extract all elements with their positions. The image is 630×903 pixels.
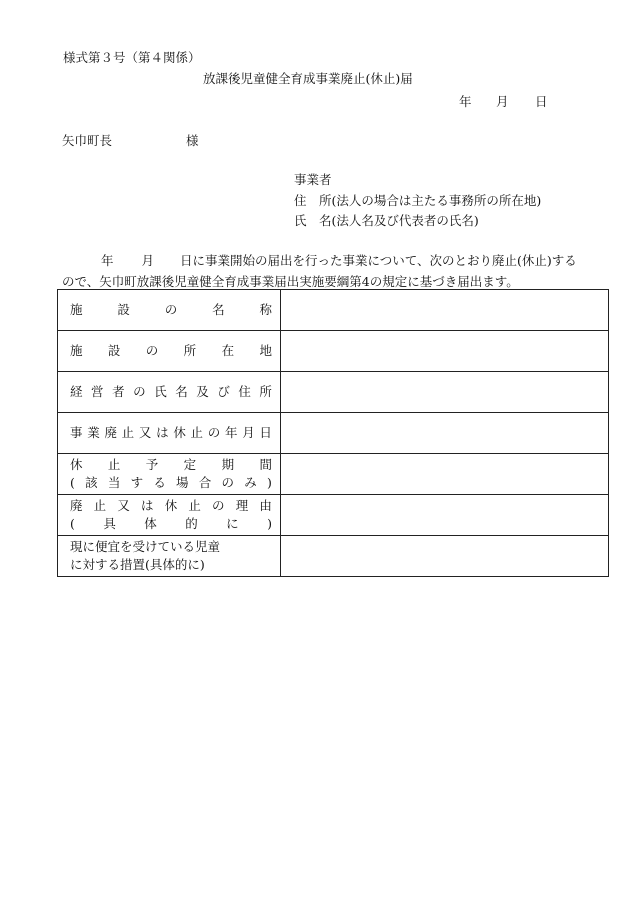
row-label-line: 経 営 者 の 氏 名 及 び 住 所: [70, 384, 272, 399]
row-label-line: 施 設 の 名 称: [70, 302, 272, 317]
table-row: [58, 290, 609, 331]
row-label-suspension-period: [58, 454, 281, 495]
body-line-2: ので、矢巾町放課後児童健全育成事業届出実施要綱第4の規定に基づき届出ます。: [62, 274, 519, 289]
row-value-facility-location[interactable]: [281, 331, 609, 372]
body-line-1-text: 日に事業開始の届出を行った事業について、次のとおり廃止(休止)する: [180, 253, 577, 268]
row-label-line: ( 具 体 的 に ): [70, 516, 272, 531]
row-label-line: 現に便宜を受けている児童: [70, 539, 221, 554]
row-label-operator-name-address: [58, 372, 281, 413]
date-day-label: 日: [535, 94, 548, 109]
row-value-closure-reason[interactable]: [281, 495, 609, 536]
row-label-facility-name: [58, 290, 281, 331]
table-row: [58, 413, 609, 454]
row-value-closure-date[interactable]: [281, 413, 609, 454]
table-row: [58, 454, 609, 495]
row-label-line: 事 業 廃 止 又 は 休 止 の 年 月 日: [70, 425, 272, 440]
body-line-1: [101, 251, 577, 269]
row-value-operator-name-address[interactable]: [281, 372, 609, 413]
row-label-closure-date: [58, 413, 281, 454]
row-value-facility-name[interactable]: [281, 290, 609, 331]
table-row: [58, 536, 609, 577]
body-year: 年: [101, 253, 114, 268]
addressee-honorific: 様: [186, 133, 199, 148]
form-number: 様式第３号（第４関係）: [63, 50, 201, 65]
row-label-line: 休 止 予 定 期 間: [70, 457, 272, 472]
row-label-facility-location: [58, 331, 281, 372]
body-month: 月: [141, 253, 155, 268]
row-value-child-measures[interactable]: [281, 536, 609, 577]
row-label-line: に対する措置(具体的に): [70, 557, 205, 572]
reporter-name-line: 氏 名(法人名及び代表者の氏名): [294, 213, 479, 228]
reporter-label: 事業者: [294, 172, 332, 187]
row-label-child-measures: [58, 536, 281, 577]
row-label-line: 施 設 の 所 在 地: [70, 343, 272, 358]
reporter-address-line: 住 所(法人の場合は主たる事務所の所在地): [294, 193, 542, 208]
table-row: [58, 331, 609, 372]
table-row: [58, 495, 609, 536]
row-label-line: ( 該 当 す る 場 合 の み ): [70, 475, 272, 490]
row-value-suspension-period[interactable]: [281, 454, 609, 495]
addressee-name: 矢巾町長: [62, 133, 113, 148]
document-title: 放課後児童健全育成事業廃止(休止)届: [203, 71, 413, 86]
date-year-label: 年: [459, 94, 472, 109]
row-label-closure-reason: [58, 495, 281, 536]
row-label-line: 廃 止 又 は 休 止 の 理 由: [70, 498, 272, 513]
table-row: [58, 372, 609, 413]
date-month-label: 月: [496, 94, 509, 109]
report-form-table: [57, 289, 609, 577]
